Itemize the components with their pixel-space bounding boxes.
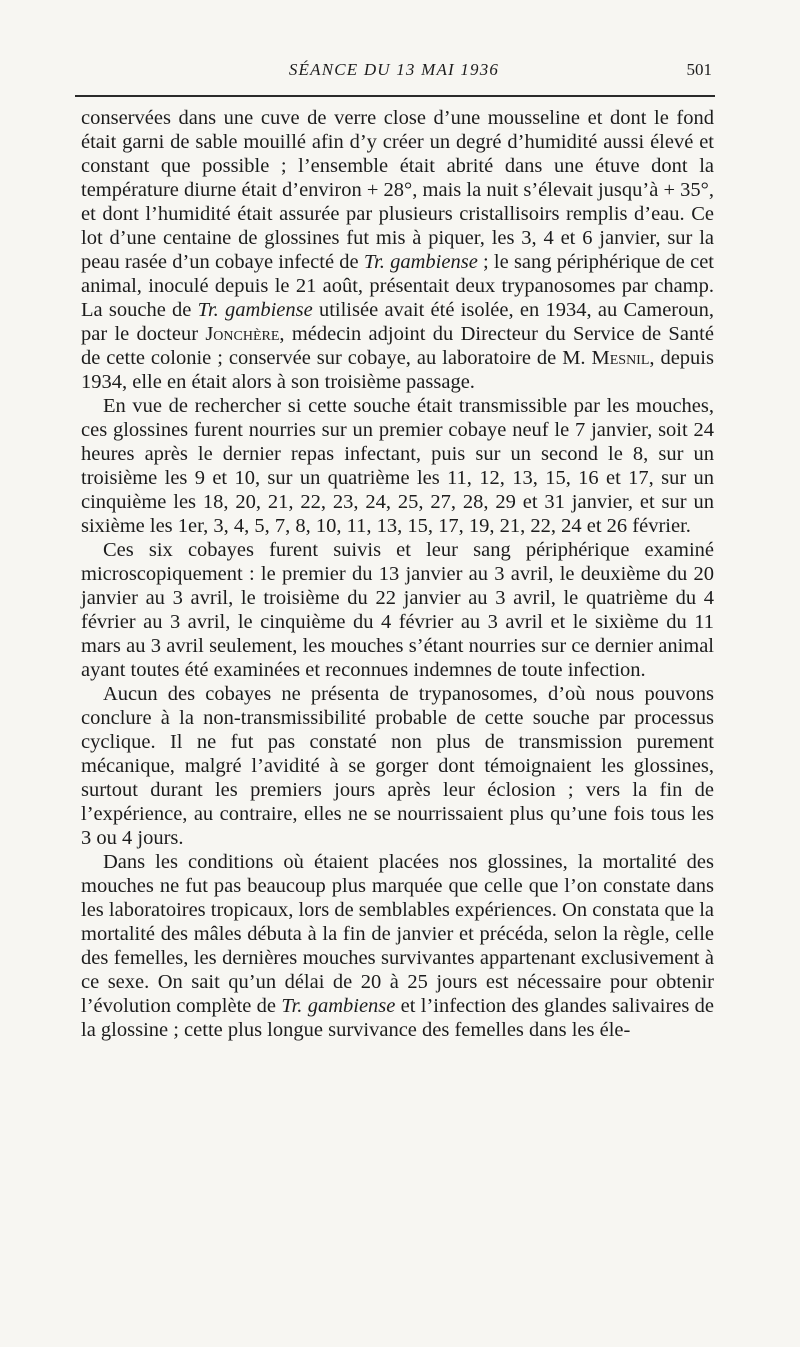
text-run: conservées dans une cuve de verre close d’une mousseline et dont le fond était garni de sable mouillé afin d’y créer un degré d’humidité aussi élevé et constant que possible ; l’ensemble était abrité dans une étuve dont la température diurne était d’environ + 28°, mais la nuit s’élevait jusqu’à + 35°, et dont l’humidité était assurée par plusieurs cristallisoirs remplis d’eau. Ce lot d’une centaine de glossines fut mis à piquer, les 3, 4 et 6 janvier, sur la peau rasée d’un cobaye infecté de	[81, 107, 714, 273]
text-run: , depuis 1934, elle en était alors à son troisième passage.	[81, 347, 714, 393]
paragraph	[81, 106, 714, 394]
text-run: Tr. gambiense	[281, 995, 396, 1017]
paragraph	[81, 538, 714, 682]
paragraph	[81, 394, 714, 538]
page-number: 501	[686, 60, 712, 79]
header-rule	[75, 95, 715, 97]
text-run: Jonchère	[205, 323, 280, 345]
text-run: En vue de rechercher si cette souche était transmissible par les mouches, ces glossines furent nourries sur un premier cobaye neuf le 7 janvier, soit 24 heures après le dernier repas infectant, puis sur un second le 8, sur un troisième les 9 et 10, sur un quatrième les 11, 12, 13, 15, 16 et 17, sur un cinquième les 18, 20, 21, 22, 23, 24, 25, 27, 28, 29 et 31 janvier, et sur un sixième les 1er, 3, 4, 5, 7, 8, 10, 11, 13, 15, 17, 19, 21, 22, 24 et 26 février.	[81, 395, 714, 537]
text-run: et l’infection des glandes salivaires de la glossine ; cette plus longue survivance des femelles dans les éle-	[81, 995, 715, 1041]
paragraph	[81, 850, 714, 1042]
text-run: , médecin adjoint du Directeur du Service de Santé de cette colonie ; conservée sur cobaye, au laboratoire de M.	[81, 323, 714, 369]
text-run: Dans les conditions où étaient placées nos glossines, la mortalité des mouches ne fut pas beaucoup plus marquée que celle que l’on constate dans les laboratoires tropicaux, lors de semblables expériences. On constata que la mortalité des mâles débuta à la fin de janvier et précéda, selon la règle, celle des femelles, les dernières mouches survivantes appartenant exclusivement à ce sexe. On sait qu’un délai de 20 à 25 jours est nécessaire pour obtenir l’évolution complète de	[81, 851, 714, 1017]
paragraph	[81, 682, 714, 850]
text-run: Ces six cobayes furent suivis et leur sang périphérique examiné microscopiquement : le premier du 13 janvier au 3 avril, le deuxième du 20 janvier au 3 avril, le troisième du 22 janvier au 3 avril, le quatrième du 4 février au 3 avril, le cinquième du 4 février au 3 avril et le sixième du 11 mars au 3 avril seulement, les mouches s’étant nourries sur ce dernier animal ayant toutes été examinées et reconnues indemnes de toute infection.	[81, 539, 714, 681]
text-run: Mesnil	[591, 347, 650, 369]
body-text	[81, 106, 714, 1042]
running-header	[76, 60, 712, 86]
text-run: Tr. gambiense	[363, 251, 478, 273]
text-run: utilisée avait été isolée, en 1934, au Cameroun, par le docteur	[81, 299, 714, 345]
running-title: SÉANCE DU 13 MAI 1936	[288, 60, 500, 79]
text-run: ; le sang périphérique de cet animal, inoculé depuis le 21 août, présentait deux trypanosomes par champ. La souche de	[81, 251, 714, 321]
text-run: Aucun des cobayes ne présenta de trypanosomes, d’où nous pouvons conclure à la non-transmissibilité probable de cette souche par processus cyclique. Il ne fut pas constaté non plus de transmission purement mécanique, malgré l’avidité à se gorger dont témoignaient les glossines, surtout durant les premiers jours après leur éclosion ; vers la fin de l’expérience, au contraire, elles ne se nourrissaient plus qu’une fois tous les 3 ou 4 jours.	[81, 683, 714, 849]
text-run: Tr. gambiense	[197, 299, 313, 321]
